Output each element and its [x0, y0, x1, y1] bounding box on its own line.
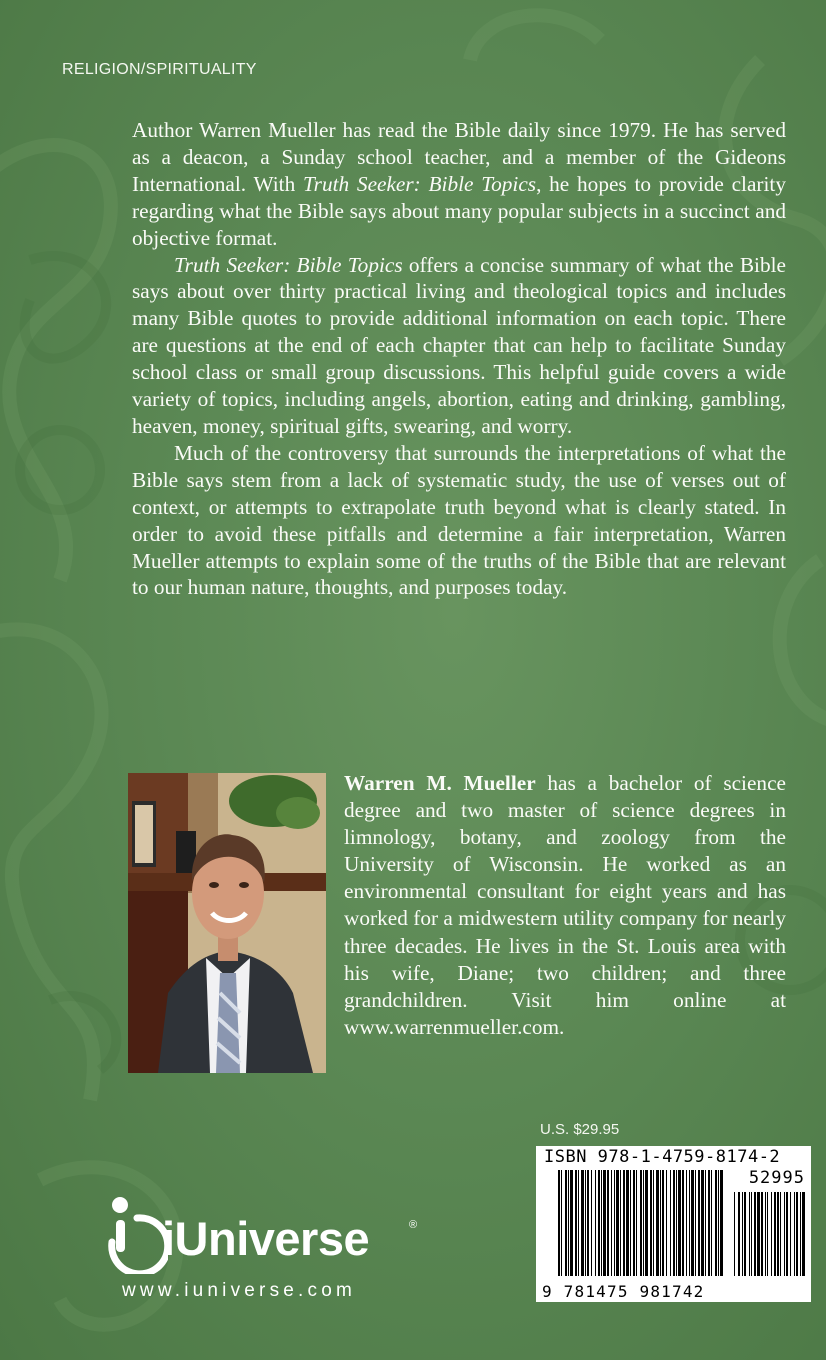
barcode-bar — [718, 1170, 719, 1276]
barcode-bar — [643, 1170, 644, 1276]
author-photo — [128, 773, 326, 1073]
barcode-bar — [565, 1170, 567, 1276]
barcode-bar — [790, 1192, 791, 1276]
barcode-bar — [774, 1192, 776, 1276]
barcode-bar — [708, 1170, 710, 1276]
barcode-bar — [802, 1192, 805, 1276]
barcode-bar — [578, 1170, 579, 1276]
barcode-bar — [660, 1170, 661, 1276]
barcode-bar — [784, 1192, 785, 1276]
barcode-bar — [636, 1170, 637, 1276]
barcode-bar — [738, 1192, 740, 1276]
barcode-bar — [691, 1170, 694, 1276]
barcode-bar — [767, 1192, 768, 1276]
barcode-bar — [695, 1170, 696, 1276]
barcode-bar — [771, 1192, 772, 1276]
barcode-bar — [711, 1170, 712, 1276]
barcode-bar — [786, 1192, 788, 1276]
author-bio — [344, 770, 786, 1041]
barcode-bar — [575, 1170, 577, 1276]
barcode-bar — [587, 1170, 589, 1276]
barcode-bar — [751, 1192, 752, 1276]
barcode-bar — [698, 1170, 700, 1276]
description-paragraph-3: Much of the controversy that surrounds the interpretations of what the Bible says stem from a lack of systematic study, the use of verses out of context, or attempts to extrapolate truth beyond what is clearly stated. In order to avoid these pitfalls and determine a fair interpretation, Warren Mueller attempts to explain some of the truths of the Bible that are relevant to our human nature, thoughts, and purposes today. — [132, 440, 786, 600]
barcode-bar — [561, 1170, 562, 1276]
barcode-bar — [623, 1170, 625, 1276]
isbn-barcode — [536, 1146, 811, 1302]
description-text: offers a concise summary of what the Bible says about over thirty practical living and theological topics and includes many Bible quotes to provide additional information on each topic. There are questions at the end of each chapter that can help to facilitate Sunday school class or small group discussions. This helpful guide covers a wide variety of topics, including angels, abortion, eating and drinking, gambling, heaven, money, spiritual gifts, swearing, and worry. — [132, 252, 786, 438]
barcode-bar — [595, 1170, 596, 1276]
barcode-bars — [536, 1146, 811, 1302]
barcode-bar — [568, 1170, 569, 1276]
barcode-bar — [744, 1192, 746, 1276]
price-code: 52995 — [748, 1168, 805, 1188]
barcode-bar — [630, 1170, 631, 1276]
description-paragraph-2 — [132, 252, 786, 440]
category-label: RELIGION/SPIRITUALITY — [62, 61, 257, 78]
barcode-bar — [689, 1170, 690, 1276]
barcode-bar — [670, 1170, 671, 1276]
author-bio-text: has a bachelor of science degree and two master of science degrees in limnology, botany, and zoology from the University of Wisconsin. He worked as an environmental consultant for eight years and has worked for a midwestern utility company for nearly three decades. He lives in the St. Louis area with his wife, Diane; two children; and three grandchildren. Visit him online at www.warrenmueller.com. — [344, 771, 786, 1039]
price-label: U.S. $29.95 — [540, 1121, 620, 1138]
publisher-url: www.iuniverse.com — [122, 1280, 357, 1301]
book-title-italic: Truth Seeker: Bible Topics — [174, 252, 403, 277]
barcode-bar — [640, 1170, 642, 1276]
barcode-bar — [611, 1170, 612, 1276]
barcode-bar — [742, 1192, 743, 1276]
barcode-bar — [601, 1170, 602, 1276]
barcode-bar — [701, 1170, 704, 1276]
barcode-bar — [761, 1192, 763, 1276]
barcode-bar — [614, 1170, 615, 1276]
barcode-bar — [777, 1192, 779, 1276]
barcode-bar — [800, 1192, 801, 1276]
barcode-bar — [626, 1170, 629, 1276]
barcode-bar — [633, 1170, 635, 1276]
barcode-bar — [656, 1170, 659, 1276]
barcode-bar — [585, 1170, 586, 1276]
barcode-bar — [780, 1192, 781, 1276]
author-name: Warren M. Mueller — [344, 771, 536, 795]
barcode-bar — [662, 1170, 664, 1276]
barcode-bar — [720, 1170, 723, 1276]
barcode-bar — [734, 1192, 735, 1276]
barcode-bar — [645, 1170, 648, 1276]
barcode-bar — [570, 1170, 573, 1276]
barcode-bar — [686, 1170, 687, 1276]
book-title-italic: Truth Seeker: Bible Topics — [303, 171, 537, 196]
description-text: , he hopes to provide clarity regarding what the Bible says about many popular subjects in a succinct and objective format. — [132, 171, 786, 250]
description-paragraph-1 — [132, 117, 786, 252]
iuniverse-logo-icon — [106, 1196, 168, 1274]
barcode-bar — [676, 1170, 677, 1276]
isbn-number: ISBN 978-1-4759-8174-2 — [544, 1147, 781, 1167]
barcode-digits: 9 781475 981742 — [542, 1282, 705, 1301]
barcode-bar — [682, 1170, 684, 1276]
registered-mark: ® — [409, 1219, 418, 1231]
barcode-bar — [666, 1170, 667, 1276]
barcode-bar — [620, 1170, 621, 1276]
barcode-bar — [705, 1170, 706, 1276]
book-description — [132, 117, 786, 601]
description-text: Author Warren Mueller has read the Bible daily since 1979. He has served as a deacon, a Sunday school teacher, and a member of the Gideons International. With — [132, 118, 786, 196]
barcode-bar — [650, 1170, 652, 1276]
barcode-bar — [796, 1192, 798, 1276]
barcode-bar — [678, 1170, 681, 1276]
barcode-bar — [603, 1170, 606, 1276]
barcode-bar — [653, 1170, 654, 1276]
barcode-bar — [715, 1170, 717, 1276]
barcode-bar — [757, 1192, 760, 1276]
barcode-bar — [598, 1170, 600, 1276]
barcode-bar — [558, 1170, 560, 1276]
barcode-bar — [754, 1192, 756, 1276]
barcode-bar — [591, 1170, 592, 1276]
barcode-bar — [794, 1192, 795, 1276]
publisher-name: iUniverse — [162, 1212, 370, 1265]
barcode-bar — [673, 1170, 675, 1276]
barcode-bar — [749, 1192, 750, 1276]
barcode-bar — [581, 1170, 584, 1276]
barcode-bar — [607, 1170, 609, 1276]
barcode-bar — [616, 1170, 619, 1276]
barcode-bar — [765, 1192, 766, 1276]
